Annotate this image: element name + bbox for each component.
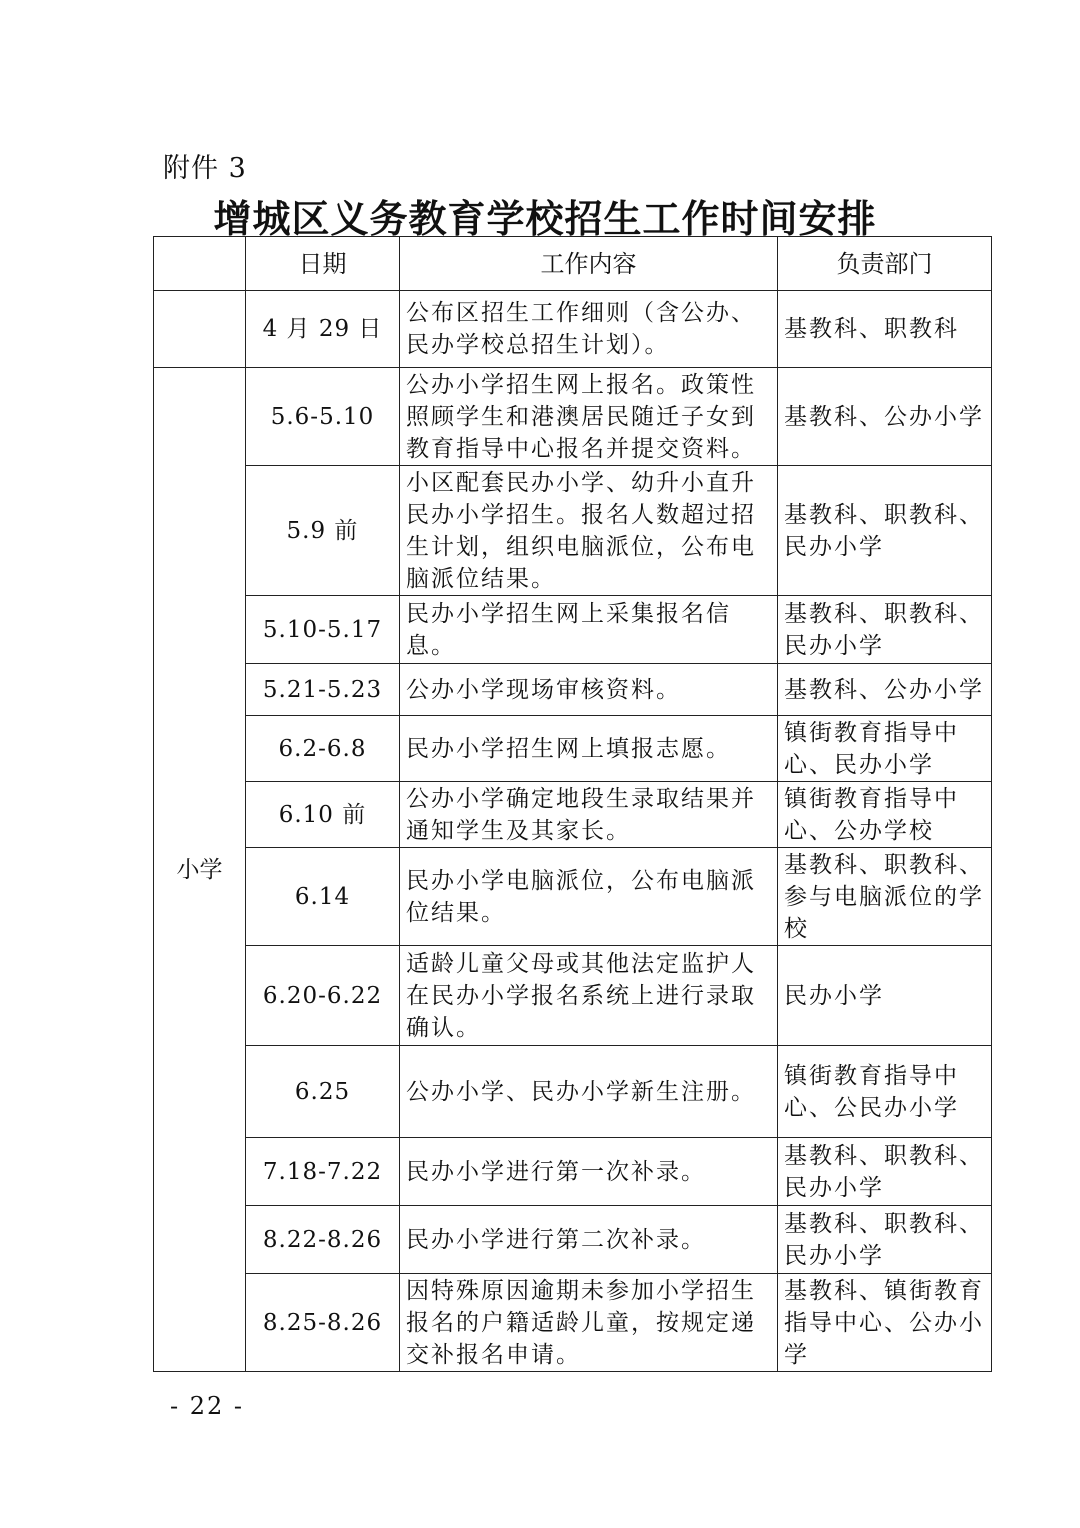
department-cell: 基教科、职教科、民办小学	[778, 466, 992, 596]
content-cell: 民办小学电脑派位，公布电脑派位结果。	[400, 848, 778, 946]
department-cell: 镇街教育指导中心、民办小学	[778, 716, 992, 782]
department-cell: 民办小学	[778, 946, 992, 1046]
schedule-table	[153, 236, 992, 1372]
date-cell: 7.18-7.22	[246, 1138, 400, 1206]
content-cell: 公办小学招生网上报名。政策性照顾学生和港澳居民随迁子女到教育指导中心报名并提交资料。	[400, 368, 778, 466]
department-cell: 基教科、公办小学	[778, 368, 992, 466]
table-row	[154, 368, 992, 466]
date-cell: 5.21-5.23	[246, 664, 400, 716]
content-cell: 民办小学招生网上采集报名信息。	[400, 596, 778, 664]
department-cell: 基教科、公办小学	[778, 664, 992, 716]
document-title: 增城区义务教育学校招生工作时间安排	[213, 197, 877, 241]
date-cell: 6.10 前	[246, 782, 400, 848]
content-cell: 民办小学进行第一次补录。	[400, 1138, 778, 1206]
header-category	[154, 237, 246, 291]
table-row	[154, 848, 992, 946]
attachment-label: 附件 3	[163, 153, 247, 184]
table-header-row	[154, 237, 992, 291]
header-content: 工作内容	[400, 237, 778, 291]
date-cell: 8.22-8.26	[246, 1206, 400, 1274]
content-cell: 民办小学进行第二次补录。	[400, 1206, 778, 1274]
table-row	[154, 1274, 992, 1372]
header-department: 负责部门	[778, 237, 992, 291]
table-row	[154, 716, 992, 782]
date-cell: 4 月 29 日	[246, 291, 400, 368]
table-row	[154, 946, 992, 1046]
table-row	[154, 1206, 992, 1274]
department-cell: 基教科、职教科、民办小学	[778, 1206, 992, 1274]
date-cell: 8.25-8.26	[246, 1274, 400, 1372]
table-row	[154, 664, 992, 716]
table-row	[154, 1046, 992, 1138]
content-cell: 因特殊原因逾期未参加小学招生报名的户籍适龄儿童，按规定递交补报名申请。	[400, 1274, 778, 1372]
date-cell: 6.2-6.8	[246, 716, 400, 782]
date-cell: 6.20-6.22	[246, 946, 400, 1046]
table-row	[154, 466, 992, 596]
table-row	[154, 291, 992, 368]
date-cell: 5.9 前	[246, 466, 400, 596]
header-date: 日期	[246, 237, 400, 291]
table-row	[154, 596, 992, 664]
content-cell: 公布区招生工作细则（含公办、民办学校总招生计划）。	[400, 291, 778, 368]
category-cell: 小学	[154, 368, 246, 1372]
department-cell: 基教科、职教科、参与电脑派位的学校	[778, 848, 992, 946]
date-cell: 6.14	[246, 848, 400, 946]
date-cell: 5.10-5.17	[246, 596, 400, 664]
department-cell: 镇街教育指导中心、公办学校	[778, 782, 992, 848]
category-cell	[154, 291, 246, 368]
department-cell: 基教科、职教科、民办小学	[778, 596, 992, 664]
content-cell: 适龄儿童父母或其他法定监护人在民办小学报名系统上进行录取确认。	[400, 946, 778, 1046]
department-cell: 基教科、镇街教育指导中心、公办小学	[778, 1274, 992, 1372]
content-cell: 公办小学现场审核资料。	[400, 664, 778, 716]
department-cell: 镇街教育指导中心、公民办小学	[778, 1046, 992, 1138]
table-row	[154, 782, 992, 848]
department-cell: 基教科、职教科	[778, 291, 992, 368]
content-cell: 小区配套民办小学、幼升小直升民办小学招生。报名人数超过招生计划，组织电脑派位，公布电脑派位结果。	[400, 466, 778, 596]
content-cell: 公办小学、民办小学新生注册。	[400, 1046, 778, 1138]
date-cell: 5.6-5.10	[246, 368, 400, 466]
table-row	[154, 1138, 992, 1206]
date-cell: 6.25	[246, 1046, 400, 1138]
page-number: - 22 -	[170, 1392, 245, 1420]
department-cell: 基教科、职教科、民办小学	[778, 1138, 992, 1206]
content-cell: 民办小学招生网上填报志愿。	[400, 716, 778, 782]
content-cell: 公办小学确定地段生录取结果并通知学生及其家长。	[400, 782, 778, 848]
